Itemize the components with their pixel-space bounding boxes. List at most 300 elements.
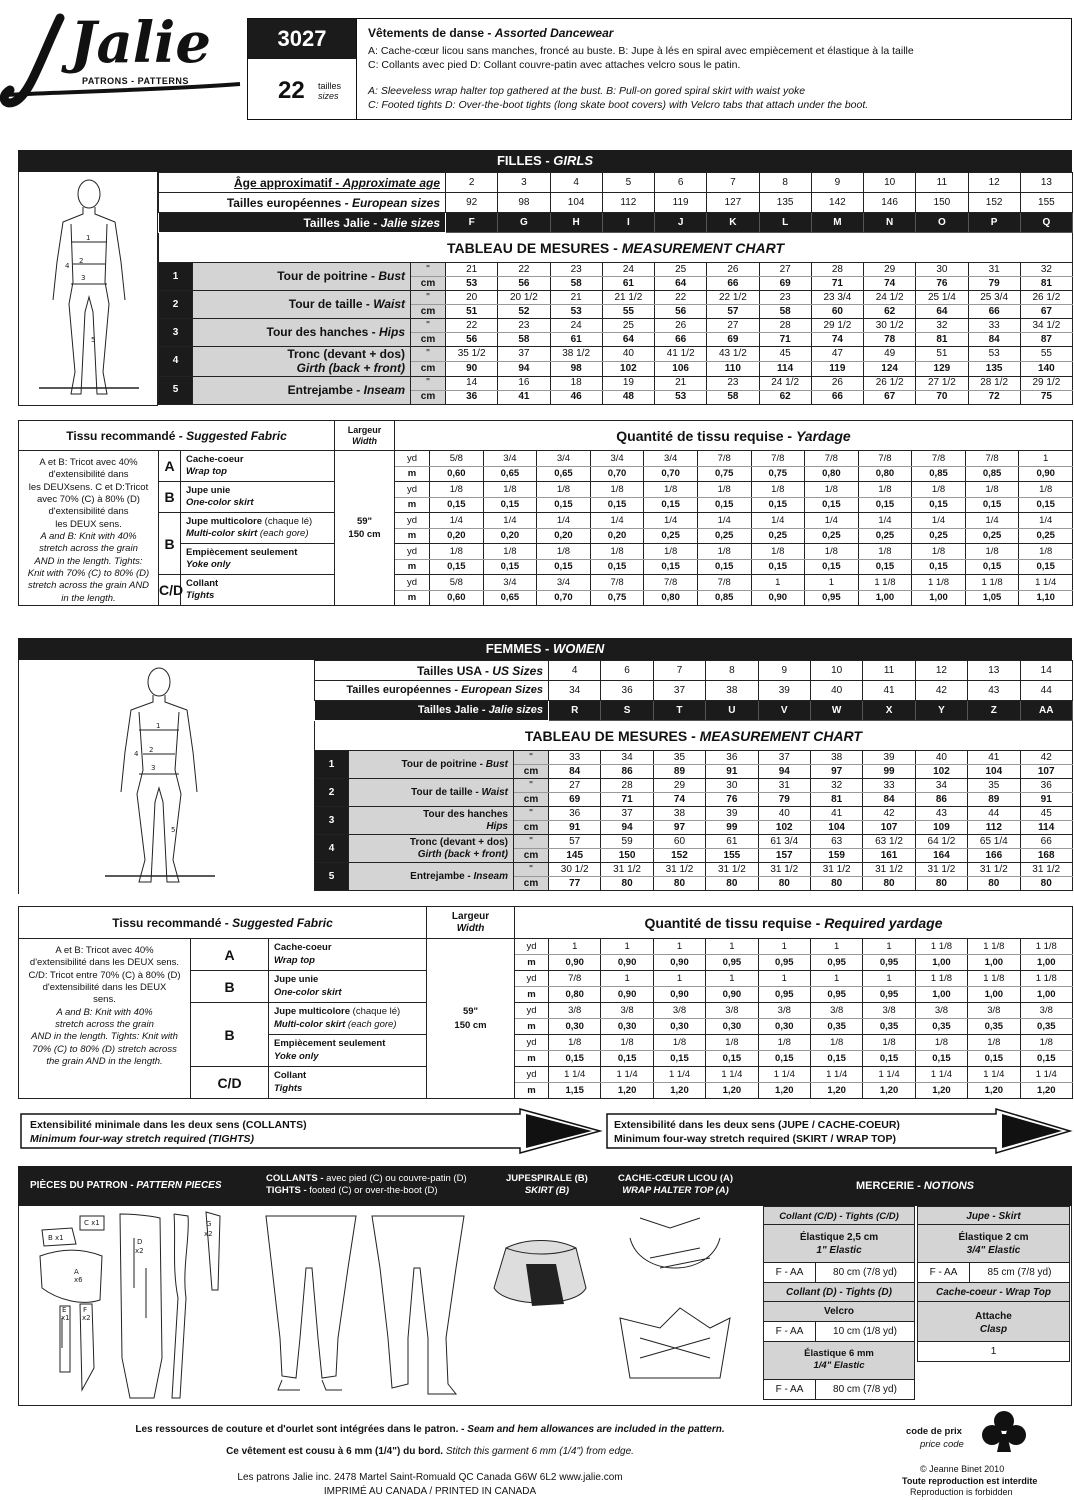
unit-yd: yd xyxy=(515,1003,549,1019)
piece-label: B x1 xyxy=(48,1234,64,1242)
measure-inch-cell: 32 xyxy=(916,319,968,333)
yardage-m-cell: 0,90 xyxy=(653,987,705,1003)
measure-cm-cell: 140 xyxy=(1020,361,1072,376)
measure-cm-cell: 60 xyxy=(811,305,863,319)
yardage-m-cell: 0,15 xyxy=(965,497,1019,513)
yardage-m-cell: 0,15 xyxy=(805,497,859,513)
measure-inch-cell: 23 xyxy=(759,291,811,305)
women-fabric-table xyxy=(18,906,1073,1099)
yardage-yd-cell: 1 xyxy=(1019,451,1073,467)
yardage-yd-cell: 1/4 xyxy=(537,513,591,529)
yardage-m-cell: 0,15 xyxy=(915,1051,967,1067)
yardage-m-cell: 1,20 xyxy=(758,1083,810,1099)
yardage-m-cell: 0,15 xyxy=(537,497,591,513)
yardage-yd-cell: 1/8 xyxy=(590,482,644,498)
jalie-size-cell: N xyxy=(864,213,916,233)
measure-label: Tour de poitrine - Bust xyxy=(349,751,514,779)
yardage-yd-cell: 3/8 xyxy=(1020,1003,1072,1019)
measure-cm-cell: 98 xyxy=(550,361,602,376)
yardage-m-cell: 0,35 xyxy=(1020,1019,1072,1035)
yardage-m-cell: 0,25 xyxy=(965,528,1019,544)
eu-size-cell: 44 xyxy=(1020,681,1072,701)
yardage-m-cell: 0,15 xyxy=(965,559,1019,575)
eu-size-cell: 41 xyxy=(863,681,915,701)
measure-inch-cell: 26 xyxy=(707,263,759,277)
yardage-m-cell: 1,20 xyxy=(968,1083,1020,1099)
piece-label: G xyxy=(206,1220,212,1228)
yardage-yd-cell: 1/4 xyxy=(858,513,912,529)
jalie-size-cell: L xyxy=(759,213,811,233)
measure-cm-cell: 67 xyxy=(1020,305,1072,319)
unit-cm: cm xyxy=(514,793,549,807)
measure-label: Tour des hanches Hips xyxy=(349,807,514,835)
measure-inch-cell: 29 1/2 xyxy=(1020,376,1072,390)
girls-size-table xyxy=(158,172,1073,263)
measure-inch-cell: 25 3/4 xyxy=(968,291,1020,305)
jalie-size-cell: W xyxy=(810,701,862,721)
measure-number: 4 xyxy=(159,347,193,377)
jalie-size-cell: U xyxy=(706,701,758,721)
measure-cm-cell: 89 xyxy=(653,765,705,779)
yardage-m-cell: 0,35 xyxy=(968,1019,1020,1035)
age-cell: 13 xyxy=(1020,173,1072,193)
measure-inch-cell: 29 xyxy=(653,779,705,793)
yardage-yd-cell: 1 1/4 xyxy=(601,1067,653,1083)
measure-inch-cell: 31 1/2 xyxy=(915,863,967,877)
yardage-yd-cell: 1 1/4 xyxy=(653,1067,705,1083)
yardage-yd-cell: 1 xyxy=(758,971,810,987)
measure-inch-cell: 33 xyxy=(968,319,1020,333)
pieces-title: PIÈCES DU PATRON - PATTERN PIECES xyxy=(30,1180,222,1191)
measure-cm-cell: 90 xyxy=(446,361,498,376)
age-cell: 5 xyxy=(602,173,654,193)
measure-cm-cell: 94 xyxy=(758,765,810,779)
yardage-yd-cell: 3/8 xyxy=(549,1003,601,1019)
yardage-yd-cell: 1/8 xyxy=(805,482,859,498)
copyright: © Jeanne Binet 2010 xyxy=(920,1464,1005,1474)
yardage-m-cell: 0,80 xyxy=(858,466,912,482)
measure-cm-cell: 36 xyxy=(446,390,498,404)
jalie-size-cell: T xyxy=(653,701,705,721)
yardage-m-cell: 1,05 xyxy=(965,590,1019,606)
piece-label: x1 xyxy=(61,1314,70,1322)
pattern-pieces-drawing xyxy=(22,1208,247,1404)
unit-inch: " xyxy=(411,291,446,305)
unit-inch: " xyxy=(411,376,446,390)
measure-inch-cell: 22 1/2 xyxy=(707,291,759,305)
notions-tights-elastic: Élastique 2,5 cm 1" Elastic xyxy=(763,1225,915,1263)
yardage-m-cell: 0,95 xyxy=(706,955,758,971)
halter-title: CACHE-CŒUR LICOU (A) WRAP HALTER TOP (A) xyxy=(618,1173,734,1197)
measure-cm-cell: 80 xyxy=(810,877,862,891)
girls-figure xyxy=(18,172,158,406)
yardage-m-cell: 0,15 xyxy=(590,559,644,575)
measure-cm-cell: 91 xyxy=(1020,793,1072,807)
sizes-label-fr: tailles xyxy=(318,81,342,91)
measure-cm-cell: 72 xyxy=(968,390,1020,404)
yardage-m-cell: 0,60 xyxy=(430,590,484,606)
yardage-m-cell: 0,15 xyxy=(858,497,912,513)
view-letter: B xyxy=(159,513,181,575)
measure-inch-cell: 18 xyxy=(550,376,602,390)
measure-inch-cell: 25 xyxy=(655,263,707,277)
measure-cm-cell: 97 xyxy=(653,821,705,835)
measure-inch-cell: 66 xyxy=(1020,835,1072,849)
measure-cm-cell: 80 xyxy=(706,877,758,891)
yardage-m-cell: 1,20 xyxy=(863,1083,915,1099)
yardage-yd-cell: 1/4 xyxy=(965,513,1019,529)
eu-size-cell: 92 xyxy=(446,193,498,213)
measure-cm-cell: 107 xyxy=(1020,765,1072,779)
unit-yd: yd xyxy=(515,1035,549,1051)
yardage-yd-cell: 3/4 xyxy=(537,451,591,467)
jalie-size-cell: O xyxy=(916,213,968,233)
yardage-yd-cell: 7/8 xyxy=(590,575,644,591)
stitch-note: Ce vêtement est cousu à 6 mm (1/4") du bord. Stitch this garment 6 mm (1/4") from edge. xyxy=(226,1446,634,1457)
yardage-yd-cell: 1/8 xyxy=(644,544,698,560)
yardage-m-cell: 0,95 xyxy=(805,590,859,606)
measure-cm-cell: 58 xyxy=(498,333,550,347)
measure-cm-cell: 79 xyxy=(758,793,810,807)
unit-yd: yd xyxy=(395,482,430,498)
seam-allowance-note: Les ressources de couture et d'ourlet sont intégrées dans le patron. - Seam and hem allowances are included in the pattern. xyxy=(135,1424,725,1435)
yardage-yd-cell: 1/8 xyxy=(965,544,1019,560)
measure-cm-cell: 58 xyxy=(759,305,811,319)
measure-number: 5 xyxy=(159,376,193,404)
measure-cm-cell: 62 xyxy=(864,305,916,319)
skirt-title: JUPESPIRALE (B) SKIRT (B) xyxy=(506,1173,588,1197)
measure-cm-cell: 76 xyxy=(706,793,758,807)
measure-inch-cell: 14 xyxy=(446,376,498,390)
yardage-yd-cell: 3/8 xyxy=(706,1003,758,1019)
measure-cm-cell: 56 xyxy=(446,333,498,347)
measure-inch-cell: 61 xyxy=(706,835,758,849)
yardage-m-cell: 1,20 xyxy=(915,1083,967,1099)
yardage-yd-cell: 1/8 xyxy=(1019,482,1073,498)
yardage-m-cell: 0,90 xyxy=(706,987,758,1003)
yardage-yd-cell: 3/4 xyxy=(537,575,591,591)
yardage-m-cell: 0,20 xyxy=(430,528,484,544)
measure-cm-cell: 129 xyxy=(916,361,968,376)
yardage-yd-cell: 1/4 xyxy=(430,513,484,529)
measure-inch-cell: 45 xyxy=(759,347,811,362)
measure-inch-cell: 23 xyxy=(550,263,602,277)
measure-inch-cell: 60 xyxy=(653,835,705,849)
measure-inch-cell: 42 xyxy=(1020,751,1072,765)
measure-cm-cell: 94 xyxy=(498,361,550,376)
logo xyxy=(0,0,245,120)
piece-label: E xyxy=(62,1306,67,1314)
measure-inch-cell: 45 xyxy=(1020,807,1072,821)
measure-cm-cell: 110 xyxy=(707,361,759,376)
measure-cm-cell: 152 xyxy=(653,849,705,863)
halter-drawing xyxy=(600,1208,750,1404)
yardage-yd-cell: 7/8 xyxy=(644,575,698,591)
measure-inch-cell: 20 xyxy=(446,291,498,305)
yardage-yd-cell: 5/8 xyxy=(430,451,484,467)
eu-size-cell: 112 xyxy=(602,193,654,213)
measure-cm-cell: 66 xyxy=(968,305,1020,319)
measure-inch-cell: 33 xyxy=(863,779,915,793)
yardage-m-cell: 1,00 xyxy=(912,590,966,606)
measure-inch-cell: 47 xyxy=(811,347,863,362)
measure-label: Entrejambe - Inseam xyxy=(349,863,514,891)
unit-cm: cm xyxy=(514,765,549,779)
yardage-yd-cell: 1 xyxy=(706,971,758,987)
yardage-yd-cell: 1 xyxy=(863,971,915,987)
measure-cm-cell: 41 xyxy=(498,390,550,404)
measure-cm-cell: 94 xyxy=(601,821,653,835)
measure-cm-cell: 76 xyxy=(916,277,968,291)
yardage-m-cell: 0,85 xyxy=(965,466,1019,482)
unit-yd: yd xyxy=(395,513,430,529)
price-code-label-fr: code de prix xyxy=(906,1426,962,1437)
measure-inch-cell: 39 xyxy=(863,751,915,765)
piece-label: D xyxy=(137,1238,143,1246)
yardage-m-cell: 0,30 xyxy=(706,1019,758,1035)
yardage-m-cell: 0,75 xyxy=(590,590,644,606)
pattern-title: Vêtements de danse - Assorted Dancewear xyxy=(368,26,614,40)
yardage-yd-cell: 1/8 xyxy=(483,544,537,560)
fabric-width: 59" 150 cm xyxy=(427,939,515,1099)
measure-cm-cell: 58 xyxy=(707,390,759,404)
measure-cm-cell: 69 xyxy=(707,333,759,347)
piece-label: C x1 xyxy=(84,1219,100,1227)
piece-label: x2 xyxy=(135,1247,144,1255)
yardage-yd-cell: 3/4 xyxy=(483,451,537,467)
measure-cm-cell: 84 xyxy=(863,793,915,807)
measure-inch-cell: 21 xyxy=(550,291,602,305)
yardage-yd-cell: 1 1/4 xyxy=(968,1067,1020,1083)
yardage-m-cell: 0,75 xyxy=(697,466,751,482)
yardage-m-cell: 0,15 xyxy=(751,497,805,513)
yardage-m-cell: 0,15 xyxy=(751,559,805,575)
eu-size-cell: 40 xyxy=(810,681,862,701)
yardage-yd-cell: 1 xyxy=(805,575,859,591)
measure-cm-cell: 53 xyxy=(446,277,498,291)
measure-cm-cell: 99 xyxy=(863,765,915,779)
yardage-yd-cell: 1 1/8 xyxy=(858,575,912,591)
measure-cm-cell: 69 xyxy=(759,277,811,291)
yardage-m-cell: 0,90 xyxy=(601,987,653,1003)
fabric-width: 59" 150 cm xyxy=(335,451,395,606)
yardage-yd-cell: 1/8 xyxy=(653,1035,705,1051)
measure-inch-cell: 26 1/2 xyxy=(864,376,916,390)
measure-cm-cell: 66 xyxy=(811,390,863,404)
measure-cm-cell: 91 xyxy=(706,765,758,779)
jalie-logo-graphic xyxy=(0,0,245,120)
measure-cm-cell: 114 xyxy=(1020,821,1072,835)
measure-cm-cell: 104 xyxy=(968,765,1020,779)
measure-inch-cell: 32 xyxy=(1020,263,1072,277)
measure-inch-cell: 23 xyxy=(707,376,759,390)
yardage-m-cell: 0,30 xyxy=(758,1019,810,1035)
measure-inch-cell: 27 1/2 xyxy=(916,376,968,390)
measure-inch-cell: 27 xyxy=(759,263,811,277)
eu-size-cell: 135 xyxy=(759,193,811,213)
measure-inch-cell: 55 xyxy=(1020,347,1072,362)
notions-clasp: Attache Clasp xyxy=(917,1302,1070,1342)
unit-m: m xyxy=(515,1051,549,1067)
yardage-m-cell: 0,95 xyxy=(810,955,862,971)
girls-age-label: Âge approximatif - Approximate age xyxy=(159,173,446,193)
jalie-size-cell: F xyxy=(446,213,498,233)
yardage-m-cell: 0,30 xyxy=(653,1019,705,1035)
yardage-m-cell: 1,00 xyxy=(915,987,967,1003)
yardage-m-cell: 0,25 xyxy=(697,528,751,544)
measure-cm-cell: 79 xyxy=(968,277,1020,291)
yardage-yd-cell: 1 xyxy=(706,939,758,955)
measure-label: Tour des hanches - Hips xyxy=(193,319,411,347)
yardage-yd-cell: 3/8 xyxy=(915,1003,967,1019)
yardage-yd-cell: 1/8 xyxy=(697,482,751,498)
yardage-yd-cell: 1 xyxy=(810,939,862,955)
measure-cm-cell: 80 xyxy=(863,877,915,891)
measure-cm-cell: 159 xyxy=(810,849,862,863)
yardage-yd-cell: 1 1/8 xyxy=(968,971,1020,987)
yardage-m-cell: 0,15 xyxy=(537,559,591,575)
svg-text:3: 3 xyxy=(81,274,86,282)
measure-inch-cell: 29 1/2 xyxy=(811,319,863,333)
unit-m: m xyxy=(395,559,430,575)
yardage-yd-cell: 3/8 xyxy=(968,1003,1020,1019)
yardage-yd-cell: 1/8 xyxy=(810,1035,862,1051)
jalie-size-cell: Z xyxy=(968,701,1020,721)
measure-inch-cell: 24 1/2 xyxy=(759,376,811,390)
measure-inch-cell: 65 1/4 xyxy=(968,835,1020,849)
yardage-yd-cell: 3/4 xyxy=(590,451,644,467)
yardage-yd-cell: 1 xyxy=(810,971,862,987)
measure-cm-cell: 70 xyxy=(916,390,968,404)
yardage-m-cell: 0,15 xyxy=(653,1051,705,1067)
unit-inch: " xyxy=(514,863,549,877)
age-cell: 10 xyxy=(864,173,916,193)
age-cell: 2 xyxy=(446,173,498,193)
yardage-yd-cell: 1/8 xyxy=(751,544,805,560)
yardage-yd-cell: 1 1/8 xyxy=(965,575,1019,591)
yardage-yd-cell: 1/8 xyxy=(751,482,805,498)
unit-m: m xyxy=(395,466,430,482)
measure-label: Tronc (devant + dos) Girth (back + front) xyxy=(349,835,514,863)
view-letter: A xyxy=(159,451,181,482)
us-size-cell: 8 xyxy=(706,661,758,681)
measure-cm-cell: 104 xyxy=(810,821,862,835)
measure-cm-cell: 99 xyxy=(706,821,758,835)
yardage-yd-cell: 1/8 xyxy=(968,1035,1020,1051)
yardage-yd-cell: 1/4 xyxy=(751,513,805,529)
measure-inch-cell: 28 xyxy=(601,779,653,793)
notions-clasp-qty: 1 xyxy=(917,1342,1070,1362)
women-jalie-label: Tailles Jalie - Jalie sizes xyxy=(315,701,549,721)
unit-cm: cm xyxy=(411,333,446,347)
tights-drawing xyxy=(252,1208,482,1404)
us-size-cell: 14 xyxy=(1020,661,1072,681)
stretch-skirt-en: Minimum four-way stretch required (SKIRT / WRAP TOP) xyxy=(614,1133,896,1146)
yardage-yd-cell: 7/8 xyxy=(858,451,912,467)
yardage-yd-cell: 1 1/4 xyxy=(1019,575,1073,591)
measure-inch-cell: 22 xyxy=(655,291,707,305)
jalie-size-cell: M xyxy=(811,213,863,233)
notions-skirt-elastic: Élastique 2 cm 3/4" Elastic xyxy=(917,1225,1070,1263)
measure-inch-cell: 31 1/2 xyxy=(863,863,915,877)
measure-cm-cell: 71 xyxy=(601,793,653,807)
measure-inch-cell: 63 1/2 xyxy=(863,835,915,849)
measure-inch-cell: 32 xyxy=(810,779,862,793)
yardage-m-cell: 0,30 xyxy=(601,1019,653,1035)
yardage-yd-cell: 7/8 xyxy=(697,575,751,591)
measure-inch-cell: 38 1/2 xyxy=(550,347,602,362)
yardage-yd-cell: 1/4 xyxy=(697,513,751,529)
yardage-m-cell: 0,85 xyxy=(912,466,966,482)
unit-m: m xyxy=(395,528,430,544)
measure-cm-cell: 81 xyxy=(1020,277,1072,291)
measure-inch-cell: 31 1/2 xyxy=(706,863,758,877)
yardage-yd-cell: 1/4 xyxy=(805,513,859,529)
measure-cm-cell: 71 xyxy=(811,277,863,291)
yardage-yd-cell: 1/4 xyxy=(912,513,966,529)
measure-label: Entrejambe - Inseam xyxy=(193,376,411,404)
yardage-yd-cell: 1/8 xyxy=(590,544,644,560)
yardage-yd-cell: 1/8 xyxy=(912,544,966,560)
girls-measurement-chart-title: TABLEAU DE MESURES - MEASUREMENT CHART xyxy=(159,233,1073,263)
yardage-m-cell: 0,95 xyxy=(863,987,915,1003)
view-letter: C/D xyxy=(159,575,181,606)
measure-cm-cell: 150 xyxy=(601,849,653,863)
yardage-yd-cell: 1 1/4 xyxy=(863,1067,915,1083)
yardage-yd-cell: 1 1/4 xyxy=(758,1067,810,1083)
jalie-size-cell: V xyxy=(758,701,810,721)
eu-size-cell: 38 xyxy=(706,681,758,701)
women-size-table xyxy=(314,660,1073,751)
measure-cm-cell: 106 xyxy=(655,361,707,376)
yardage-yd-cell: 1 xyxy=(653,971,705,987)
notions-skirt-header: Jupe - Skirt xyxy=(917,1206,1070,1225)
yardage-m-cell: 0,25 xyxy=(858,528,912,544)
measure-cm-cell: 86 xyxy=(601,765,653,779)
yardage-m-cell: 0,15 xyxy=(1019,497,1073,513)
unit-cm: cm xyxy=(411,305,446,319)
yardage-m-cell: 1,00 xyxy=(1020,987,1072,1003)
pieces-header-bar xyxy=(18,1166,758,1206)
age-cell: 8 xyxy=(759,173,811,193)
yardage-yd-cell: 1/8 xyxy=(858,544,912,560)
measure-cm-cell: 56 xyxy=(498,277,550,291)
sizes-count: 22 xyxy=(278,77,305,104)
club-icon xyxy=(980,1410,1028,1454)
measure-inch-cell: 31 1/2 xyxy=(1020,863,1072,877)
measure-cm-cell: 64 xyxy=(655,277,707,291)
yardage-m-cell: 0,15 xyxy=(968,1051,1020,1067)
measure-inch-cell: 38 xyxy=(653,807,705,821)
measure-cm-cell: 109 xyxy=(915,821,967,835)
yardage-m-cell: 1,00 xyxy=(968,955,1020,971)
measure-cm-cell: 112 xyxy=(968,821,1020,835)
girls-measurement-table xyxy=(158,262,1073,405)
measure-inch-cell: 49 xyxy=(864,347,916,362)
yardage-m-cell: 0,25 xyxy=(1019,528,1073,544)
yardage-yd-cell: 3/4 xyxy=(483,575,537,591)
measure-cm-cell: 86 xyxy=(915,793,967,807)
yardage-m-cell: 0,35 xyxy=(810,1019,862,1035)
measure-cm-cell: 74 xyxy=(864,277,916,291)
age-cell: 4 xyxy=(550,173,602,193)
unit-cm: cm xyxy=(411,390,446,404)
yardage-yd-cell: 7/8 xyxy=(805,451,859,467)
measure-inch-cell: 24 1/2 xyxy=(864,291,916,305)
yardage-m-cell: 0,65 xyxy=(483,466,537,482)
measure-cm-cell: 64 xyxy=(916,305,968,319)
notions-right xyxy=(917,1206,1070,1366)
